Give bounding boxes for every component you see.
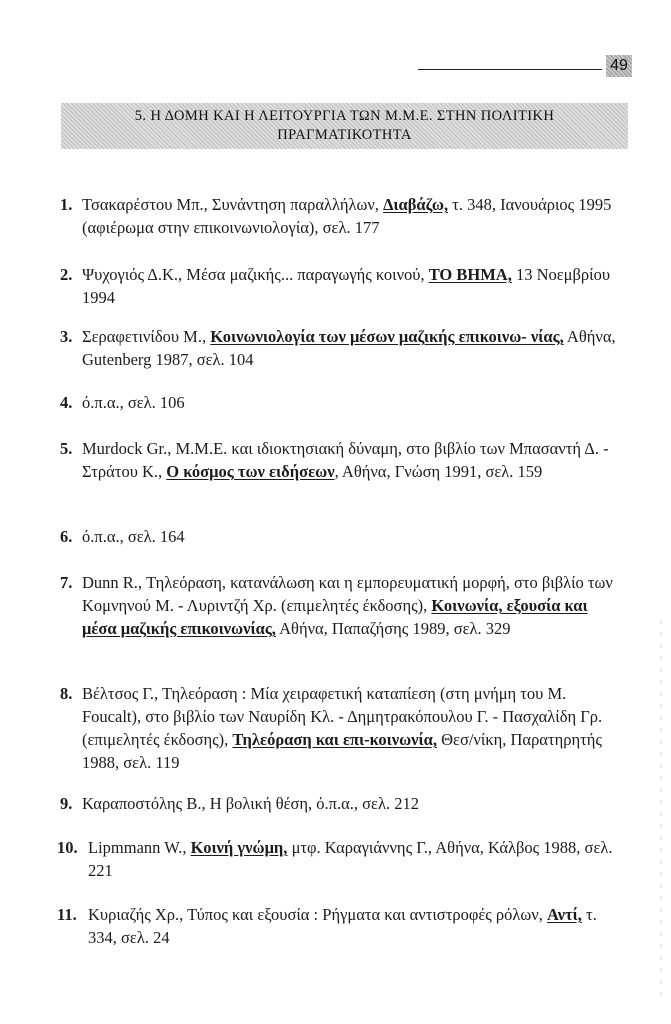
reference-number: 6.: [60, 527, 73, 546]
reference-text: [82, 525, 625, 548]
reference-item: [60, 325, 625, 371]
reference-text: [88, 836, 625, 882]
reference-text: [82, 193, 625, 239]
reference-segment: , Αθήνα, Γνώση 1991, σελ. 159: [334, 462, 543, 481]
reference-number: 9.: [60, 794, 73, 813]
reference-number: 1.: [60, 195, 73, 214]
reference-work-title: Κοινή γνώμη,: [190, 838, 288, 857]
reference-segment: Κυριαζής Χρ., Τύπος και εξουσία : Ρήγματα και αντιστροφές ρόλων,: [88, 905, 547, 924]
reference-item: [60, 682, 625, 774]
reference-segment: τ. 334, σελ. 24: [88, 905, 597, 947]
reference-segment: μτφ. Καραγιάννης Γ., Αθήνα, Κάλβος 1988, σελ. 221: [88, 838, 613, 880]
reference-segment: Αθήνα, Παπαζήσης 1989, σελ. 329: [275, 619, 511, 638]
reference-segment: Dunn R., Τηλεόραση, κατανάλωση και η εμπορευματική μορφή, στο βιβλίο των Κομνηνού Μ. - Λυριντζή Χρ. (επιμελητές έκδοσης),: [82, 573, 613, 615]
reference-text: [82, 682, 625, 774]
reference-item: [60, 571, 625, 640]
reference-work-title: Κοινωνία, εξουσία και μέσα μαζικής επικοινωνίας,: [82, 596, 588, 638]
reference-text: [82, 325, 625, 371]
reference-text: [82, 391, 625, 414]
reference-segment: τ. 348, Ιανουάριος 1995 (αφιέρωμα στην επικοινωνιολογία), σελ. 177: [82, 195, 612, 237]
reference-segment: Murdock Gr., M.M.E. και ιδιοκτησιακή δύναμη, στο βιβλίο των Μπασαντή Δ. - Στράτου Κ.,: [82, 439, 609, 481]
reference-segment: Θεσ/νίκη, Παρατηρητής 1988, σελ. 119: [82, 730, 602, 772]
reference-segment: Αθήνα, Gutenberg 1987, σελ. 104: [82, 327, 616, 369]
reference-segment: Καραποστόλης Β., Η βολική θέση, ό.π.α., σελ. 212: [82, 794, 419, 813]
reference-segment: Ψυχογιός Δ.Κ., Μέσα μαζικής... παραγωγής κοινού,: [82, 265, 429, 284]
reference-segment: ό.π.α., σελ. 106: [82, 393, 185, 412]
reference-item: [60, 437, 625, 483]
reference-item: [57, 903, 625, 949]
reference-text: [82, 263, 625, 309]
reference-item: [60, 525, 625, 548]
reference-text: [82, 437, 625, 483]
reference-number: 7.: [60, 573, 73, 592]
reference-work-title: Τηλεόραση και επι-κοινωνία,: [232, 730, 437, 749]
reference-segment: Lipmmann W.,: [88, 838, 191, 857]
reference-text: [88, 903, 625, 949]
section-title-line-1: 5. Η ΔΟΜΗ ΚΑΙ Η ΛΕΙΤΟΥΡΓΙΑ ΤΩΝ Μ.Μ.Ε. ΣΤΗΝ ΠΟΛΙΤΙΚΗ: [134, 108, 555, 124]
reference-number: 8.: [60, 684, 73, 703]
reference-segment: ό.π.α., σελ. 164: [82, 527, 185, 546]
reference-number: 10.: [57, 838, 78, 857]
scan-edge-mark: [660, 620, 662, 1000]
reference-number: 4.: [60, 393, 73, 412]
reference-segment: Τσακαρέστου Μπ., Συνάντηση παραλλήλων,: [82, 195, 384, 214]
reference-text: [82, 571, 625, 640]
reference-work-title: Κοινωνιολογία των μέσων μαζικής επικοινω- νίας,: [210, 327, 564, 346]
page-number: 49: [606, 55, 632, 77]
reference-item: [60, 391, 625, 414]
reference-segment: 13 Νοεμβρίου 1994: [82, 265, 611, 307]
reference-number: 2.: [60, 265, 73, 284]
reference-work-title: Διαβάζω,: [383, 195, 449, 214]
reference-item: [60, 263, 625, 309]
reference-number: 3.: [60, 327, 73, 346]
reference-item: [57, 836, 625, 882]
reference-number: 5.: [60, 439, 73, 458]
section-title-line-2: ΠΡΑΓΜΑΤΙΚΟΤΗΤΑ: [277, 127, 412, 143]
reference-item: [60, 792, 625, 815]
reference-work-title: ΤΟ ΒΗΜΑ,: [428, 265, 512, 284]
reference-segment: Βέλτσος Γ., Τηλεόραση : Μία χειραφετική καταπίεση (στη μνήμη του M. Foucalt), στο βιβλίο των Ναυρίδη Κλ. - Δημητρακόπουλου Γ. - Πασχαλίδη Γρ. (επιμελητές έκδοσης),: [82, 684, 603, 749]
reference-text: [82, 792, 625, 815]
reference-work-title: Ο κόσμος των ειδήσεων: [166, 462, 335, 481]
reference-work-title: Αντί,: [546, 905, 582, 924]
reference-number: 11.: [57, 905, 77, 924]
reference-item: [60, 193, 625, 239]
reference-segment: Σεραφετινίδου Μ.,: [82, 327, 211, 346]
